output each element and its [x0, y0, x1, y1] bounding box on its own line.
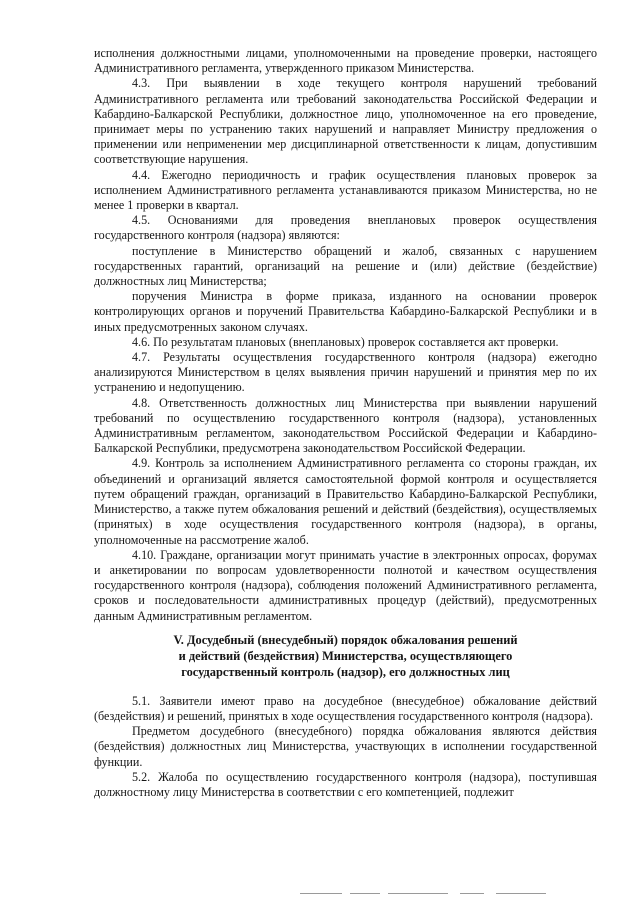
section-heading-line: государственный контроль (надзор), его должностных лиц: [181, 664, 510, 679]
section-heading-line: и действий (бездействия) Министерства, осуществляющего: [178, 648, 513, 663]
scan-artifact-dash: [350, 893, 380, 894]
section-heading: [94, 632, 597, 680]
paragraph-4-8: 4.8. Ответственность должностных лиц Министерства при выявлении нарушений требований по осуществлению государственного контроля (надзора), установленных Административным регламентом, законодательством Российской Федерации и Кабардино-Балкарской Республики, предусмотрена законодательством Российской Федерации.: [94, 395, 597, 456]
paragraph-5-1: 5.1. Заявители имеют право на досудебное (внесудебное) обжалование действий (бездействия) и решений, принятых в ходе осуществления государственного контроля (надзора).: [94, 693, 597, 723]
paragraph-4-3: 4.3. При выявлении в ходе текущего контроля нарушений требований Административного регламента или требований законодательства Российской Федерации и Кабардино-Балкарской Республики, должностное лицо, уполномоченное на его проведение, принимает меры по устранению таких нарушений и направляет Министру предложения о применении или неприменении мер дисциплинарной ответственности к лицам, допустившим соответствующие нарушения.: [94, 76, 597, 167]
paragraph-4-5-item-2: поручения Министра в форме приказа, изданного на основании проверок контролирующих органов и поручений Правительства Кабардино-Балкарской Республики и в иных предусмотренных законом случаях.: [94, 289, 597, 334]
scan-artifact-dash: [388, 893, 448, 894]
paragraph-4-9: 4.9. Контроль за исполнением Административного регламента со стороны граждан, их объединений и организаций является самостоятельной формой контроля и осуществляется путем обращений граждан, организаций в Правительство Кабардино-Балкарской Республики, Министерство, а также путем обжалования решений и действий (бездействия), осуществляемых (принятых) в ходе осуществления государственного контроля (надзора), в органы, уполномоченные на рассмотрение жалоб.: [94, 456, 597, 547]
paragraph-4-6: 4.6. По результатам плановых (внеплановых) проверок составляется акт проверки.: [132, 334, 559, 349]
paragraph-4-7: 4.7. Результаты осуществления государственного контроля (надзора) ежегодно анализируются Министерством в целях выявления причин нарушений и принятия мер по их устранению и недопущению.: [94, 350, 597, 395]
paragraph-4-5-item-1: поступление в Министерство обращений и жалоб, связанных с нарушением государственных гарантий, организаций на решение и (или) действие (бездействие) должностных лиц Министерства;: [94, 243, 597, 289]
scan-artifact-dash: [300, 893, 342, 894]
section-heading-line: V. Досудебный (внесудебный) порядок обжалования решений: [173, 632, 518, 647]
paragraph-4-10: 4.10. Граждане, организации могут принимать участие в электронных опросах, форумах и анкетировании по вопросам удовлетворенности полнотой и качеством осуществления государственного контроля (надзора), соблюдения положений Административного регламента, сроков и последовательности административных процедур (действий), предусмотренных данным Административным регламентом.: [94, 547, 597, 623]
spacer: [94, 680, 597, 694]
paragraph-4-5: 4.5. Основаниями для проведения внеплановых проверок осуществления государственного контроля (надзора) являются:: [94, 213, 597, 243]
scan-artifact-dash: [496, 893, 546, 894]
document-body: [94, 46, 597, 800]
scan-artifact-dash: [460, 893, 484, 894]
paragraph-5-1-subject: Предметом досудебного (внесудебного) порядка обжалования являются действия (бездействия) должностных лиц Министерства, участвующих в исполнении государственной функции.: [94, 724, 597, 769]
paragraph-4-4: 4.4. Ежегодно периодичность и график осуществления плановых проверок за исполнением Административного регламента устанавливаются приказом Министерства, но не менее 1 проверки в квартал.: [94, 167, 597, 213]
scan-artifact: [300, 891, 600, 897]
paragraph-continuation: исполнения должностными лицами, уполномоченными на проведение проверки, настоящего Административного регламента, утвержденного приказом Министерства.: [94, 46, 597, 76]
paragraph-5-2: 5.2. Жалоба по осуществлению государственного контроля (надзора), поступившая должностному лицу Министерства в соответствии с его компетенцией, подлежит: [94, 769, 597, 799]
